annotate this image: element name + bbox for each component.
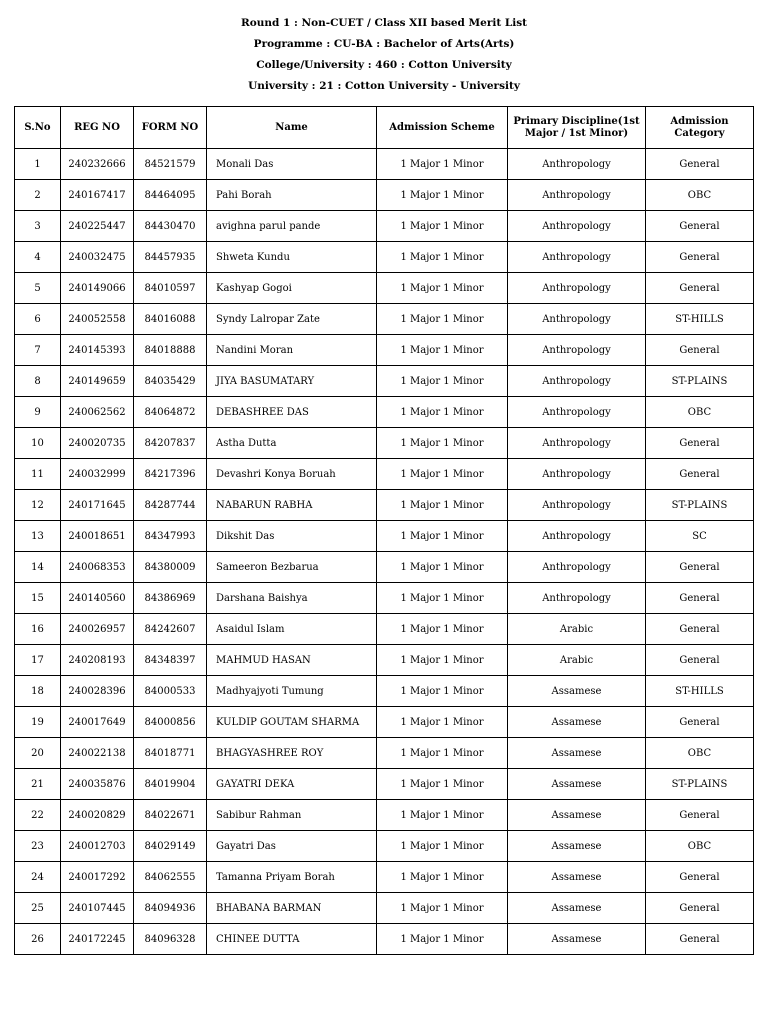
col-header-admission-scheme: Admission Scheme	[377, 107, 508, 149]
table-row	[15, 707, 754, 738]
sno-cell: 16	[15, 614, 61, 645]
sno-cell: 26	[15, 924, 61, 955]
primary-discipline-cell: Assamese	[508, 676, 646, 707]
reg-no-cell: 240017292	[61, 862, 134, 893]
form-no-cell: 84029149	[134, 831, 207, 862]
primary-discipline-cell: Anthropology	[508, 273, 646, 304]
reg-no-cell: 240068353	[61, 552, 134, 583]
primary-discipline-cell: Assamese	[508, 893, 646, 924]
table-row	[15, 676, 754, 707]
form-no-cell: 84207837	[134, 428, 207, 459]
primary-discipline-cell: Assamese	[508, 862, 646, 893]
sno-cell: 22	[15, 800, 61, 831]
table-row	[15, 800, 754, 831]
form-no-cell: 84064872	[134, 397, 207, 428]
primary-discipline-cell: Assamese	[508, 738, 646, 769]
name-cell: NABARUN RABHA	[207, 490, 377, 521]
title-round: Round 1 : Non-CUET / Class XII based Merit List	[240, 17, 527, 29]
table-row	[15, 335, 754, 366]
primary-discipline-cell: Anthropology	[508, 428, 646, 459]
form-no-cell: 84521579	[134, 149, 207, 180]
name-cell: avighna parul pande	[207, 211, 377, 242]
sno-cell: 13	[15, 521, 61, 552]
reg-no-cell: 240035876	[61, 769, 134, 800]
admission-scheme-cell: 1 Major 1 Minor	[377, 676, 508, 707]
admission-category-cell: ST-PLAINS	[646, 490, 754, 521]
admission-scheme-cell: 1 Major 1 Minor	[377, 707, 508, 738]
primary-discipline-cell: Anthropology	[508, 459, 646, 490]
name-cell: JIYA BASUMATARY	[207, 366, 377, 397]
admission-category-cell: ST-HILLS	[646, 676, 754, 707]
sno-cell: 20	[15, 738, 61, 769]
reg-no-cell: 240225447	[61, 211, 134, 242]
admission-scheme-cell: 1 Major 1 Minor	[377, 521, 508, 552]
table-row	[15, 645, 754, 676]
name-cell: Monali Das	[207, 149, 377, 180]
name-cell: Tamanna Priyam Borah	[207, 862, 377, 893]
name-cell: GAYATRI DEKA	[207, 769, 377, 800]
reg-no-cell: 240020829	[61, 800, 134, 831]
admission-scheme-cell: 1 Major 1 Minor	[377, 645, 508, 676]
table-row	[15, 211, 754, 242]
name-cell: Nandini Moran	[207, 335, 377, 366]
admission-category-cell: General	[646, 428, 754, 459]
admission-category-cell: General	[646, 924, 754, 955]
title-programme: Programme : CU-BA : Bachelor of Arts(Arts)	[253, 38, 515, 50]
reg-no-cell: 240062562	[61, 397, 134, 428]
admission-category-cell: OBC	[646, 738, 754, 769]
form-no-cell: 84019904	[134, 769, 207, 800]
admission-scheme-cell: 1 Major 1 Minor	[377, 924, 508, 955]
table-row	[15, 769, 754, 800]
sno-cell: 25	[15, 893, 61, 924]
admission-category-cell: General	[646, 149, 754, 180]
admission-scheme-cell: 1 Major 1 Minor	[377, 862, 508, 893]
reg-no-cell: 240149659	[61, 366, 134, 397]
table-row	[15, 242, 754, 273]
admission-scheme-cell: 1 Major 1 Minor	[377, 304, 508, 335]
admission-category-cell: OBC	[646, 397, 754, 428]
primary-discipline-cell: Anthropology	[508, 490, 646, 521]
col-header-reg-no: REG NO	[61, 107, 134, 149]
form-no-cell: 84348397	[134, 645, 207, 676]
name-cell: Madhyajyoti Tumung	[207, 676, 377, 707]
name-cell: MAHMUD HASAN	[207, 645, 377, 676]
reg-no-cell: 240032475	[61, 242, 134, 273]
primary-discipline-cell: Assamese	[508, 800, 646, 831]
table-row	[15, 862, 754, 893]
primary-discipline-cell: Anthropology	[508, 552, 646, 583]
reg-no-cell: 240022138	[61, 738, 134, 769]
admission-category-cell: OBC	[646, 180, 754, 211]
col-header-admission-category: Admission Category	[646, 107, 754, 149]
admission-scheme-cell: 1 Major 1 Minor	[377, 211, 508, 242]
name-cell: KULDIP GOUTAM SHARMA	[207, 707, 377, 738]
reg-no-cell: 240172245	[61, 924, 134, 955]
sno-cell: 14	[15, 552, 61, 583]
admission-category-cell: General	[646, 211, 754, 242]
reg-no-cell: 240107445	[61, 893, 134, 924]
form-no-cell: 84217396	[134, 459, 207, 490]
sno-cell: 9	[15, 397, 61, 428]
form-no-cell: 84094936	[134, 893, 207, 924]
admission-category-cell: General	[646, 800, 754, 831]
primary-discipline-cell: Anthropology	[508, 180, 646, 211]
admission-category-cell: General	[646, 893, 754, 924]
form-no-cell: 84287744	[134, 490, 207, 521]
form-no-cell: 84096328	[134, 924, 207, 955]
admission-scheme-cell: 1 Major 1 Minor	[377, 800, 508, 831]
reg-no-cell: 240020735	[61, 428, 134, 459]
primary-discipline-cell: Anthropology	[508, 583, 646, 614]
col-header-form-no: FORM NO	[134, 107, 207, 149]
table-row	[15, 924, 754, 955]
reg-no-cell: 240017649	[61, 707, 134, 738]
col-header-name: Name	[207, 107, 377, 149]
col-header-sno: S.No	[15, 107, 61, 149]
name-cell: Pahi Borah	[207, 180, 377, 211]
primary-discipline-cell: Assamese	[508, 831, 646, 862]
name-cell: BHAGYASHREE ROY	[207, 738, 377, 769]
admission-category-cell: General	[646, 552, 754, 583]
form-no-cell: 84018771	[134, 738, 207, 769]
sno-cell: 18	[15, 676, 61, 707]
primary-discipline-cell: Anthropology	[508, 304, 646, 335]
sno-cell: 23	[15, 831, 61, 862]
name-cell: Sabibur Rahman	[207, 800, 377, 831]
sno-cell: 11	[15, 459, 61, 490]
sno-cell: 17	[15, 645, 61, 676]
table-row	[15, 459, 754, 490]
admission-category-cell: General	[646, 242, 754, 273]
admission-category-cell: General	[646, 645, 754, 676]
table-row	[15, 397, 754, 428]
admission-scheme-cell: 1 Major 1 Minor	[377, 552, 508, 583]
table-row	[15, 831, 754, 862]
admission-category-cell: ST-PLAINS	[646, 366, 754, 397]
reg-no-cell: 240028396	[61, 676, 134, 707]
admission-scheme-cell: 1 Major 1 Minor	[377, 149, 508, 180]
sno-cell: 21	[15, 769, 61, 800]
name-cell: CHINEE DUTTA	[207, 924, 377, 955]
admission-scheme-cell: 1 Major 1 Minor	[377, 769, 508, 800]
form-no-cell: 84464095	[134, 180, 207, 211]
primary-discipline-cell: Arabic	[508, 614, 646, 645]
primary-discipline-cell: Anthropology	[508, 521, 646, 552]
sno-cell: 1	[15, 149, 61, 180]
primary-discipline-cell: Anthropology	[508, 397, 646, 428]
admission-scheme-cell: 1 Major 1 Minor	[377, 335, 508, 366]
table-row	[15, 738, 754, 769]
admission-scheme-cell: 1 Major 1 Minor	[377, 273, 508, 304]
primary-discipline-cell: Anthropology	[508, 366, 646, 397]
name-cell: Darshana Baishya	[207, 583, 377, 614]
reg-no-cell: 240208193	[61, 645, 134, 676]
form-no-cell: 84000533	[134, 676, 207, 707]
name-cell: Sameeron Bezbarua	[207, 552, 377, 583]
sno-cell: 7	[15, 335, 61, 366]
sno-cell: 3	[15, 211, 61, 242]
reg-no-cell: 240026957	[61, 614, 134, 645]
table-row	[15, 304, 754, 335]
sno-cell: 4	[15, 242, 61, 273]
admission-scheme-cell: 1 Major 1 Minor	[377, 583, 508, 614]
table-row	[15, 583, 754, 614]
table-row	[15, 428, 754, 459]
admission-category-cell: General	[646, 459, 754, 490]
name-cell: Kashyap Gogoi	[207, 273, 377, 304]
admission-category-cell: General	[646, 583, 754, 614]
reg-no-cell: 240018651	[61, 521, 134, 552]
form-no-cell: 84016088	[134, 304, 207, 335]
admission-category-cell: ST-HILLS	[646, 304, 754, 335]
admission-category-cell: General	[646, 614, 754, 645]
table-row	[15, 614, 754, 645]
admission-scheme-cell: 1 Major 1 Minor	[377, 180, 508, 211]
table-row	[15, 490, 754, 521]
table-row	[15, 366, 754, 397]
name-cell: Devashri Konya Boruah	[207, 459, 377, 490]
admission-scheme-cell: 1 Major 1 Minor	[377, 428, 508, 459]
form-no-cell: 84010597	[134, 273, 207, 304]
reg-no-cell: 240032999	[61, 459, 134, 490]
reg-no-cell: 240171645	[61, 490, 134, 521]
form-no-cell: 84242607	[134, 614, 207, 645]
primary-discipline-cell: Anthropology	[508, 211, 646, 242]
sno-cell: 10	[15, 428, 61, 459]
table-row	[15, 149, 754, 180]
admission-scheme-cell: 1 Major 1 Minor	[377, 893, 508, 924]
primary-discipline-cell: Arabic	[508, 645, 646, 676]
sno-cell: 15	[15, 583, 61, 614]
form-no-cell: 84035429	[134, 366, 207, 397]
name-cell: Asaidul Islam	[207, 614, 377, 645]
table-row	[15, 893, 754, 924]
reg-no-cell: 240149066	[61, 273, 134, 304]
sno-cell: 24	[15, 862, 61, 893]
name-cell: Astha Dutta	[207, 428, 377, 459]
sno-cell: 12	[15, 490, 61, 521]
primary-discipline-cell: Assamese	[508, 924, 646, 955]
form-no-cell: 84000856	[134, 707, 207, 738]
name-cell: Gayatri Das	[207, 831, 377, 862]
form-no-cell: 84022671	[134, 800, 207, 831]
col-header-primary-discipline: Primary Discipline(1st Major / 1st Minor)	[508, 107, 646, 149]
sno-cell: 19	[15, 707, 61, 738]
form-no-cell: 84018888	[134, 335, 207, 366]
reg-no-cell: 240012703	[61, 831, 134, 862]
admission-category-cell: ST-PLAINS	[646, 769, 754, 800]
primary-discipline-cell: Assamese	[508, 707, 646, 738]
admission-scheme-cell: 1 Major 1 Minor	[377, 738, 508, 769]
admission-category-cell: OBC	[646, 831, 754, 862]
admission-category-cell: General	[646, 862, 754, 893]
sno-cell: 5	[15, 273, 61, 304]
name-cell: BHABANA BARMAN	[207, 893, 377, 924]
table-header-row	[15, 107, 754, 149]
name-cell: Dikshit Das	[207, 521, 377, 552]
table-row	[15, 521, 754, 552]
name-cell: DEBASHREE DAS	[207, 397, 377, 428]
form-no-cell: 84457935	[134, 242, 207, 273]
table-row	[15, 552, 754, 583]
form-no-cell: 84062555	[134, 862, 207, 893]
table-row	[15, 180, 754, 211]
primary-discipline-cell: Anthropology	[508, 335, 646, 366]
form-no-cell: 84386969	[134, 583, 207, 614]
admission-scheme-cell: 1 Major 1 Minor	[377, 242, 508, 273]
admission-scheme-cell: 1 Major 1 Minor	[377, 366, 508, 397]
admission-scheme-cell: 1 Major 1 Minor	[377, 831, 508, 862]
reg-no-cell: 240052558	[61, 304, 134, 335]
admission-category-cell: SC	[646, 521, 754, 552]
sno-cell: 2	[15, 180, 61, 211]
reg-no-cell: 240232666	[61, 149, 134, 180]
title-college: College/University : 460 : Cotton University	[256, 59, 512, 71]
name-cell: Shweta Kundu	[207, 242, 377, 273]
admission-scheme-cell: 1 Major 1 Minor	[377, 614, 508, 645]
admission-category-cell: General	[646, 335, 754, 366]
title-university: University : 21 : Cotton University - University	[248, 80, 520, 92]
admission-category-cell: General	[646, 707, 754, 738]
primary-discipline-cell: Anthropology	[508, 242, 646, 273]
admission-scheme-cell: 1 Major 1 Minor	[377, 397, 508, 428]
reg-no-cell: 240145393	[61, 335, 134, 366]
primary-discipline-cell: Assamese	[508, 769, 646, 800]
admission-scheme-cell: 1 Major 1 Minor	[377, 490, 508, 521]
name-cell: Syndy Lalropar Zate	[207, 304, 377, 335]
admission-scheme-cell: 1 Major 1 Minor	[377, 459, 508, 490]
sno-cell: 8	[15, 366, 61, 397]
form-no-cell: 84347993	[134, 521, 207, 552]
reg-no-cell: 240140560	[61, 583, 134, 614]
table-row	[15, 273, 754, 304]
primary-discipline-cell: Anthropology	[508, 149, 646, 180]
sno-cell: 6	[15, 304, 61, 335]
reg-no-cell: 240167417	[61, 180, 134, 211]
admission-category-cell: General	[646, 273, 754, 304]
form-no-cell: 84380009	[134, 552, 207, 583]
form-no-cell: 84430470	[134, 211, 207, 242]
merit-list-table	[14, 106, 754, 955]
